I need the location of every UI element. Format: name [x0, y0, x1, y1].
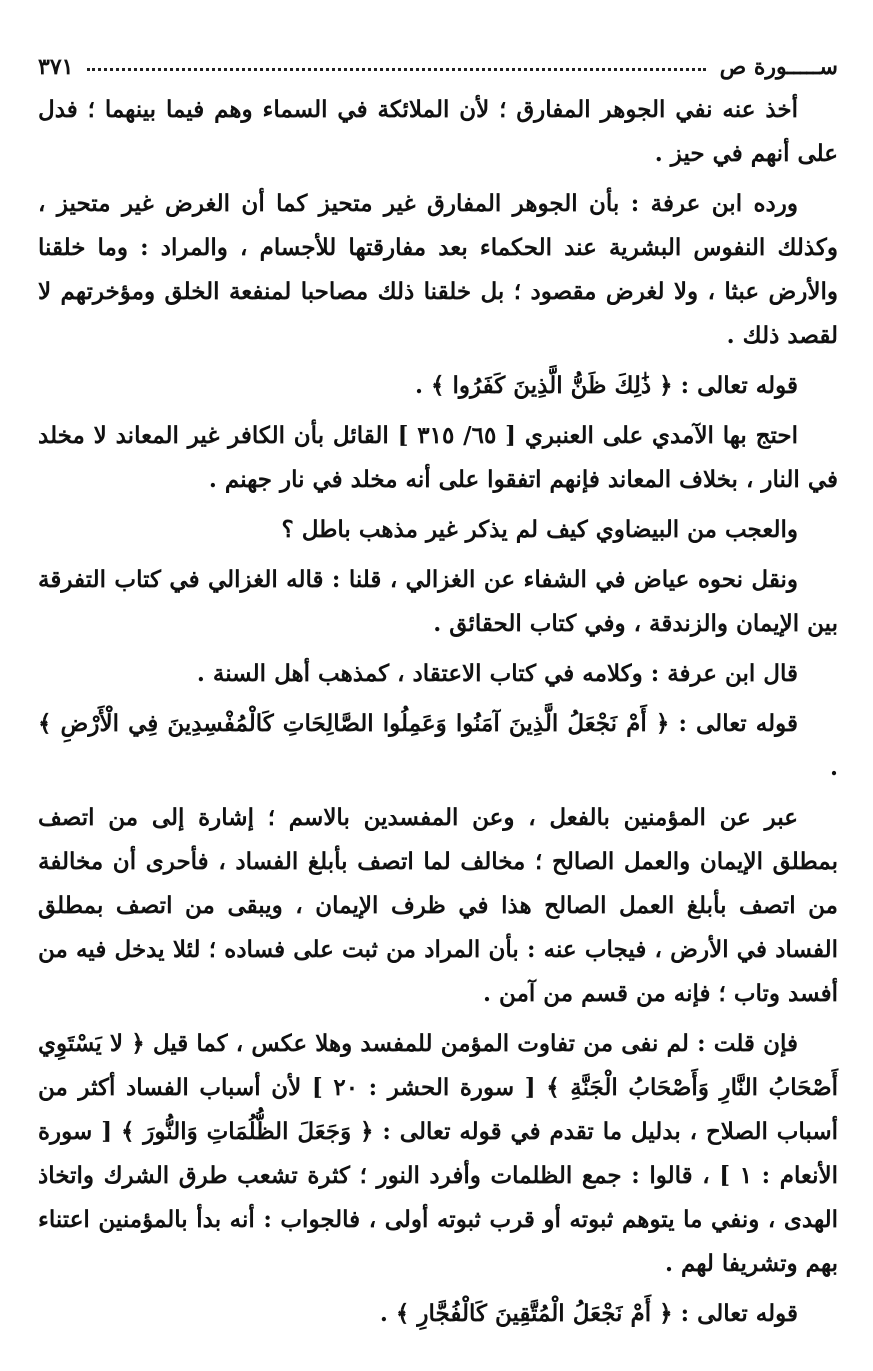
paragraph: قال ابن عرفة : وكلامه في كتاب الاعتقاد ، كمذهب أهل السنة . [196, 660, 798, 687]
surah-title: ســـــورة ص [719, 54, 838, 80]
paragraph: ونقل نحوه عياض في الشفاء عن الغزالي ، قلنا : قاله الغزالي في كتاب التفرقة بين الإيمان والزندقة ، وفي كتاب الحقائق . [38, 566, 838, 637]
verse-heading: قوله تعالى : ﴿ ذَٰلِكَ ظَنُّ الَّذِينَ كَفَرُوا ﴾ . [414, 372, 798, 399]
page-number: ٣٧١ [38, 54, 74, 80]
verse-heading: قوله تعالى : ﴿ أَمْ نَجْعَلُ الَّذِينَ آمَنُوا وَعَمِلُوا الصَّالِحَاتِ كَالْمُفْسِدِينَ فِي الْأَرْضِ ﴾ . [38, 710, 838, 781]
header-dotted-leader [87, 68, 705, 71]
running-header [38, 50, 838, 84]
page-body [38, 50, 838, 1342]
paragraph: احتج بها الآمدي على العنبري [ ٦٥/ ٣١٥ ] القائل بأن الكافر غير المعاند لا مخلد في النار ، بخلاف المعاند فإنهم اتفقوا على أنه مخلد في نار جهنم . [38, 422, 838, 493]
paragraph: والعجب من البيضاوي كيف لم يذكر غير مذهب باطل ؟ [281, 516, 798, 543]
paragraph: فإن قلت : لم نفى من تفاوت المؤمن للمفسد وهلا عكس ، كما قيل ﴿ لا يَسْتَوِي أَصْحَابُ النَّارِ وَأَصْحَابُ الْجَنَّةِ ﴾ [ سورة الحشر : ٢٠ ] لأن أسباب الفساد أكثر من أسباب الصلاح ، بدليل ما تقدم في قوله تعالى : ﴿ وَجَعَلَ الظُّلُمَاتِ وَالنُّورَ ﴾ [ سورة الأنعام : ١ ] ، قالوا : جمع الظلمات وأفرد النور ؛ كثرة تشعب طرق الشرك واتخاذ الهدى ، ونفي ما يتوهم ثبوته أو قرب ثبوته أولى ، فالجواب : أنه بدأ بالمؤمنين اعتناء بهم وتشريفا لهم . [38, 1030, 839, 1277]
paragraph: أخذ عنه نفي الجوهر المفارق ؛ لأن الملائكة في السماء وهم فيما بينهما ؛ فدل على أنهم في حيز . [38, 96, 838, 167]
verse-heading: قوله تعالى : ﴿ أَمْ نَجْعَلُ الْمُتَّقِينَ كَالْفُجَّارِ ﴾ . [379, 1300, 798, 1327]
paragraph: ورده ابن عرفة : بأن الجوهر المفارق غير متحيز كما أن الغرض غير متحيز ، وكذلك النفوس البشرية عند الحكماء بعد مفارقتها للأجسام ، والمراد : وما خلقنا والأرض عبثا ، ولا لغرض مقصود ؛ بل خلقنا ذلك مصاحبا لمنفعة الخلق ومؤخرتهم لا لقصد ذلك . [38, 190, 838, 349]
paragraph: عبر عن المؤمنين بالفعل ، وعن المفسدين بالاسم ؛ إشارة إلى من اتصف بمطلق الإيمان والعمل الصالح ؛ مخالف لما اتصف بأبلغ الفساد ، فأحرى أن مخالفة من اتصف بأبلغ العمل الصالح هذا في ظرف الإيمان ، ويبقى من اتصف بمطلق الفساد في الأرض ، فيجاب عنه : بأن المراد من ثبت على فساده ؛ لئلا يدخل فيه من أفسد وتاب ؛ فإنه من قسم من آمن . [38, 804, 838, 1007]
